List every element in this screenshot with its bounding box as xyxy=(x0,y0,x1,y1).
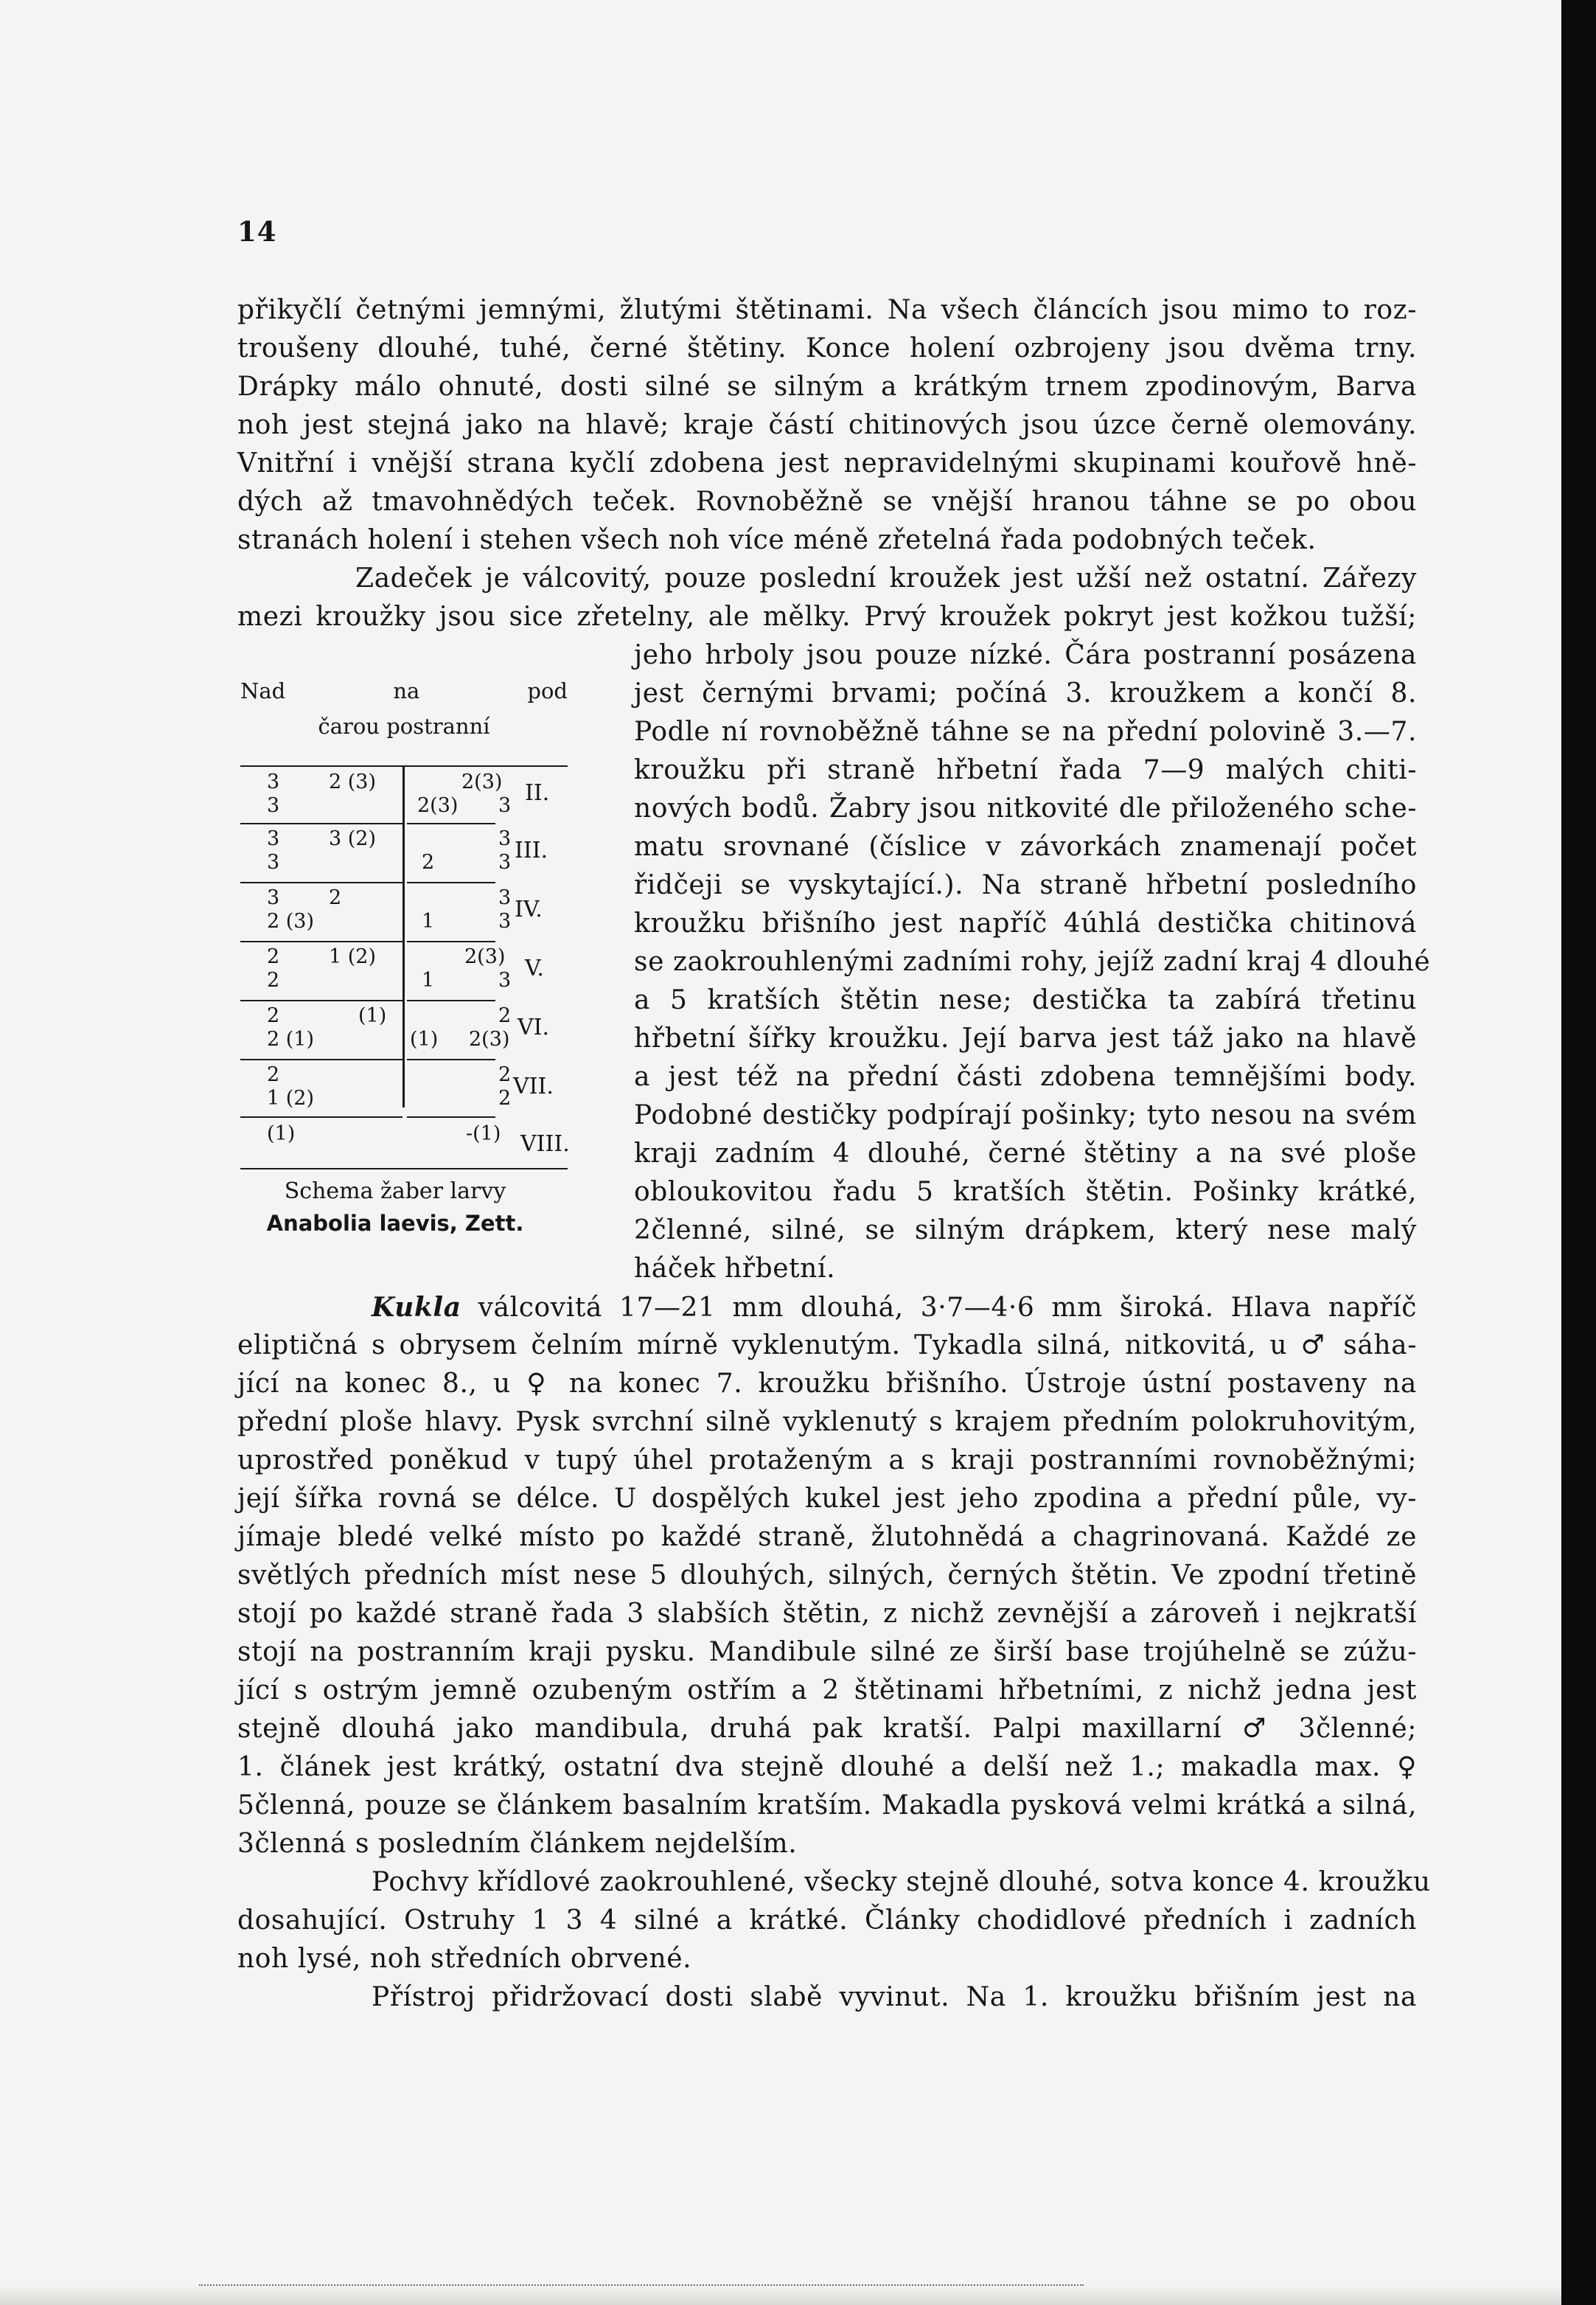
text-line: Pochvy křídlové zaokrouhlené, všecky stejně dlouhé, sotva konce 4. kroužku xyxy=(372,1867,1431,1897)
text-line: noh lysé, noh středních obrvené. xyxy=(237,1944,692,1974)
schema-roman: VIII. xyxy=(520,1131,570,1157)
page-number: 14 xyxy=(237,215,277,248)
text-line: Podobné destičky podpírají pošinky; tyto nesou na svém xyxy=(634,1100,1417,1130)
schema-cell: 2 xyxy=(422,851,435,874)
text-line: jící na konec 8., u ♀ na konec 7. kroužku břišního. Ústroje ústní postaveny na xyxy=(237,1369,1417,1399)
schema-rule xyxy=(407,941,495,942)
schema-cell: 3 xyxy=(498,851,512,874)
schema-roman: VII. xyxy=(513,1074,554,1099)
schema-rule xyxy=(240,1168,568,1169)
text-line: troušeny dlouhé, tuhé, černé štětiny. Konce holení ozbrojeny jsou dvěma trny. xyxy=(237,333,1417,364)
scan-dotted-edge xyxy=(199,2284,1084,2287)
schema-cell: 2(3) xyxy=(469,1028,510,1051)
schema-cell: (1) xyxy=(358,1004,387,1027)
schema-cell: 2(3) xyxy=(461,771,503,793)
schema-roman: V. xyxy=(525,956,544,981)
schema-cell: 3 xyxy=(267,794,280,817)
schema-cell: 2 xyxy=(498,1063,512,1086)
schema-cell: 2 (3) xyxy=(267,910,315,933)
text-line: Drápky málo ohnuté, dosti silné se silným a krátkým trnem zpodinovým, Barva xyxy=(237,372,1417,402)
schema-header xyxy=(240,678,568,703)
text-line: kraji zadním 4 dlouhé, černé štětiny a na své ploše xyxy=(634,1138,1417,1169)
schema-cell: 2(3) xyxy=(417,794,459,817)
schema-rule xyxy=(407,1059,495,1060)
schema-cell: 1 (2) xyxy=(267,1087,315,1110)
schema-cell: -(1) xyxy=(466,1122,501,1145)
text-line: řidčeji se vyskytající.). Na straně hřbetní posledního xyxy=(634,870,1417,900)
text-line: Přístroj přidržovací dosti slabě vyvinut. Na 1. kroužku břišním jest na xyxy=(372,1982,1417,2012)
schema-roman: III. xyxy=(515,838,548,863)
schema-cell: 3 xyxy=(267,851,280,874)
schema-cell: 3 xyxy=(498,969,512,992)
text-line: přední ploše hlavy. Pysk svrchní silně vyklenutý s krajem předním polokruhovitým, xyxy=(237,1407,1417,1437)
schema-header-on: na xyxy=(393,678,420,703)
text-line: 2členné, silné, se silným drápkem, který nese malý xyxy=(634,1215,1417,1245)
schema-cell: 1 xyxy=(422,969,435,992)
schema-subheader: čarou postranní xyxy=(318,714,490,739)
text-line: kroužku při straně hřbetní řada 7—9 malých chiti- xyxy=(634,755,1417,785)
text-line: světlých předních míst nese 5 dlouhých, silných, černých štětin. Ve zpodní třetině xyxy=(237,1560,1417,1590)
text-line: eliptičná s obrysem čelním mírně vyklenutým. Tykadla silná, nitkovitá, u ♂ sáha- xyxy=(237,1330,1417,1360)
schema-rule xyxy=(240,1000,403,1001)
schema-cell: 2 xyxy=(329,886,342,909)
schema-cell: 2 xyxy=(498,1004,512,1027)
text-line: mezi kroužky jsou sice zřetelny, ale mělky. Prvý kroužek pokryt jest kožkou tužší; xyxy=(237,602,1417,632)
text-line: stranách holení i stehen všech noh více méně zřetelná řada podobných teček. xyxy=(237,525,1317,555)
text-line: matu srovnané (číslice v závorkách znamenají počet xyxy=(634,832,1417,862)
text-line: 1. článek jest krátký, ostatní dva stejně dlouhé a delší než 1.; makadla max. ♀ xyxy=(237,1752,1417,1782)
text-line: hřbetní šířky kroužku. Její barva jest táž jako na hlavě xyxy=(634,1023,1417,1054)
text-line: 5členná, pouze se článkem basalním kratším. Makadla pysková velmi krátká a silná, xyxy=(237,1790,1417,1821)
schema-rule xyxy=(240,823,403,824)
text-line: 3členná s posledním článkem nejdelším. xyxy=(237,1829,798,1859)
text-line: kroužku břišního jest napříč 4úhlá destička chitinová xyxy=(634,908,1417,939)
text-line: jeho hrboly jsou pouze nízké. Čára postranní posázena xyxy=(634,640,1417,670)
scan-border-right xyxy=(1561,0,1596,2305)
schema-rule xyxy=(407,823,495,824)
schema-cell: 2 (1) xyxy=(267,1028,315,1051)
schema-cell: 2 xyxy=(498,1087,512,1110)
text-line: a jest též na přední části zdobena temnějšími body. xyxy=(634,1062,1417,1092)
schema-cell: (1) xyxy=(267,1122,296,1145)
text-line: Podle ní rovnoběžně táhne se na přední polovině 3.—7. xyxy=(634,717,1417,747)
schema-rule xyxy=(240,1116,403,1118)
text-line: stojí na postranním kraji pysku. Mandibule silné ze širší base trojúhelně se zúžu- xyxy=(237,1637,1417,1667)
schema-roman: IV. xyxy=(515,897,543,922)
schema-caption: Schema žaber larvy xyxy=(284,1178,506,1204)
schema-cell: 3 xyxy=(267,886,280,909)
schema-cell: 2 xyxy=(267,1063,280,1086)
schema-cell: 1 xyxy=(422,910,435,933)
text-line: dosahující. Ostruhy 1 3 4 silné a krátké. Články chodidlové předních i zadních xyxy=(237,1905,1417,1936)
schema-cell: 2 xyxy=(267,945,280,968)
schema-header-below: pod xyxy=(527,678,568,703)
schema-roman: VI. xyxy=(518,1015,550,1040)
text-line: obloukovitou řadu 5 kratších štětin. Pošinky krátké, xyxy=(634,1177,1417,1207)
schema-cell: 2(3) xyxy=(464,945,506,968)
schema-rule xyxy=(407,882,495,883)
schema-rule xyxy=(407,1000,495,1001)
schema-rule xyxy=(240,941,403,942)
kukla-line: válcovitá 17—21 mm dlouhá, 3·7—4·6 mm široká. Hlava napříč xyxy=(461,1293,1417,1323)
text-line: jímaje bledé velké místo po každé straně, žlutohnědá a chagrinovaná. Každé ze xyxy=(237,1522,1417,1552)
schema-cell: (1) xyxy=(410,1028,439,1051)
schema-rule xyxy=(240,1059,403,1060)
text-line: Zadeček je válcovitý, pouze poslední kroužek jest užší než ostatní. Zářezy xyxy=(355,563,1417,594)
schema-header-above: Nad xyxy=(240,678,286,703)
text-line: se zaokrouhlenými zadními rohy, jejíž zadní kraj 4 dlouhé xyxy=(634,947,1431,977)
schema-cell: 3 xyxy=(267,827,280,850)
text-line: stejně dlouhá jako mandibula, druhá pak kratší. Palpi maxillarní ♂ 3členné; xyxy=(237,1714,1417,1744)
schema-rule xyxy=(240,882,403,883)
gill-schema xyxy=(240,678,574,1239)
schema-divider xyxy=(403,767,405,1108)
schema-cell: 2 (3) xyxy=(329,771,377,793)
text-line: jící s ostrým jemně ozubeným ostřím a 2 štětinami hřbetními, z nichž jedna jest xyxy=(237,1675,1417,1706)
text-line: noh jest stejná jako na hlavě; kraje částí chitinových jsou úzce černě olemovány. xyxy=(237,410,1417,440)
schema-cell: 3 (2) xyxy=(329,827,377,850)
kukla-heading: Kukla xyxy=(372,1292,461,1323)
schema-species: Anabolia laevis, Zett. xyxy=(266,1211,524,1236)
text-line: Vnitřní i vnější strana kyčlí zdobena jest nepravidelnými skupinami kouřově hně- xyxy=(237,448,1417,479)
text-line: háček hřbetní. xyxy=(634,1254,836,1284)
text-line xyxy=(372,1288,1417,1327)
text-line: její šířka rovná se délce. U dospělých kukel jest jeho zpodina a přední půle, vy- xyxy=(237,1484,1417,1514)
text-line: nových bodů. Žabry jsou nitkovité dle přiloženého sche- xyxy=(634,793,1417,824)
schema-cell: 3 xyxy=(498,794,512,817)
schema-cell: 3 xyxy=(498,910,512,933)
schema-rule xyxy=(407,1116,495,1118)
schema-cell: 2 xyxy=(267,969,280,992)
text-line: přikyčlí četnými jemnými, žlutými štětinami. Na všech článcích jsou mimo to roz- xyxy=(237,295,1417,325)
schema-cell: 3 xyxy=(267,771,280,793)
text-line: stojí po každé straně řada 3 slabších štětin, z nichž zevnější a zároveň i nejkratší xyxy=(237,1599,1417,1629)
schema-cell: 1 (2) xyxy=(329,945,377,968)
scan-border-bottom xyxy=(0,2286,1561,2305)
text-line: a 5 kratších štětin nese; destička ta zabírá třetinu xyxy=(634,985,1417,1015)
text-line: uprostřed poněkud v tupý úhel protaženým a s kraji postranními rovnoběžnými; xyxy=(237,1445,1417,1475)
schema-cell: 2 xyxy=(267,1004,280,1027)
schema-cell: 3 xyxy=(498,827,512,850)
text-line: jest černými brvami; počíná 3. kroužkem a končí 8. xyxy=(634,678,1417,709)
schema-roman: II. xyxy=(525,780,550,806)
schema-cell: 3 xyxy=(498,886,512,909)
text-line: dých až tmavohnědých teček. Rovnoběžně se vnější hranou táhne se po obou xyxy=(237,487,1417,517)
